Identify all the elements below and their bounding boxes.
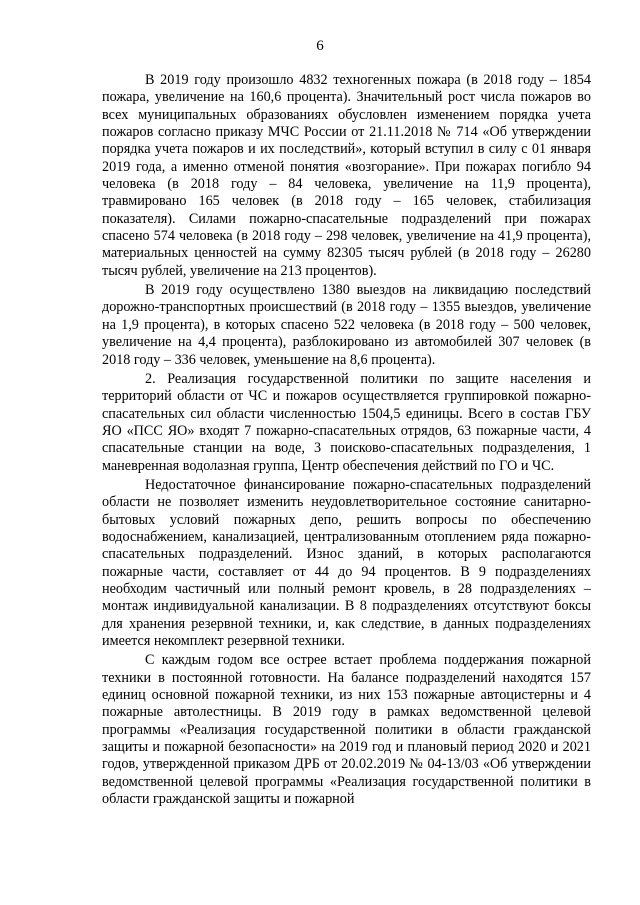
document-body — [102, 72, 591, 810]
paragraph-road-accidents: В 2019 году осуществлено 1380 выездов на ликвидацию последствий дорожно-транспортных происшествий (в 2018 году – 1355 выездов, увеличение на 1,9 процента), в которых спасено 522 человека (в 2018 году – 500 человек, увеличение на 4,4 процента), разблокировано из автомобилей 307 человек (в 2018 году – 336 человек, уменьшение на 8,6 процента). — [102, 282, 591, 368]
paragraph-insufficient-funding: Недостаточное финансирование пожарно-спасательных подразделений области не позволяет изменить неудовлетворительное состояние санитарно-бытовых условий пожарных депо, решить вопросы по обеспечению водоснабжением, канализацией, централизованным отоплением ряда пожарно-спасательных подразделений. Износ зданий, в которых располагаются пожарные части, составляет от 44 до 94 процентов. В 9 подразделениях необходим частичный или полный ремонт кровель, в 28 подразделениях – монтаж индивидуальной канализации. В 8 подразделениях отсутствуют боксы для хранения резервной техники, и, как следствие, в данных подразделениях имеется некомплект резервной техники. — [102, 476, 591, 649]
paragraph-fires-2019: В 2019 году произошло 4832 техногенных пожара (в 2018 году – 1854 пожара, увеличение на 160,6 процента). Значительный рост числа пожаров во всех муниципальных образованиях обусловлен изменением порядка учета пожаров согласно приказу МЧС России от 21.11.2018 № 714 «Об утверждении порядка учета пожаров и их последствий», который вступил в силу с 01 января 2019 года, а именно отменой понятия «возгорание». При пожарах погибло 94 человека (в 2018 году – 84 человека, увеличение на 11,9 процента), травмировано 165 человек (в 2018 году – 165 человек, стабилизация показателя). Силами пожарно-спасательные подразделений при пожарах спасено 574 человека (в 2018 году – 298 человек, увеличение на 41,9 процента), материальных ценностей на сумму 82305 тысяч рублей (в 2018 году – 26280 тысяч рублей, увеличение на 213 процентов). — [102, 72, 591, 279]
page-number: 6 — [316, 38, 324, 54]
paragraph-rescue-forces: 2. Реализация государственной политики по защите населения и территорий области от ЧС и пожаров осуществляется группировкой пожарно-спасательных сил области численностью 1504,5 единицы. Всего в состав ГБУ ЯО «ПСС ЯО» входят 7 пожарно-спасательных отрядов, 63 пожарные части, 4 спасательные станции на воде, 3 поисково-спасательных подразделения, 1 маневренная водолазная группа, Центр обеспечения действий по ГО и ЧС. — [102, 370, 591, 474]
paragraph-fire-equipment: С каждым годом все острее встает проблема поддержания пожарной техники в постоянной готовности. На балансе подразделений находятся 157 единиц основной пожарной техники, из них 153 пожарные автоцистерны и 4 пожарные автолестницы. В 2019 году в рамках ведомственной целевой программы «Реализация государственной политики в области гражданской защиты и пожарной безопасности» на 2019 год и плановый период 2020 и 2021 годов, утвержденной приказом ДРБ от 20.02.2019 № 04-13/03 «Об утверждении ведомственной целевой программы «Реализация государственной политики в области гражданской защиты и пожарной — [102, 652, 591, 808]
